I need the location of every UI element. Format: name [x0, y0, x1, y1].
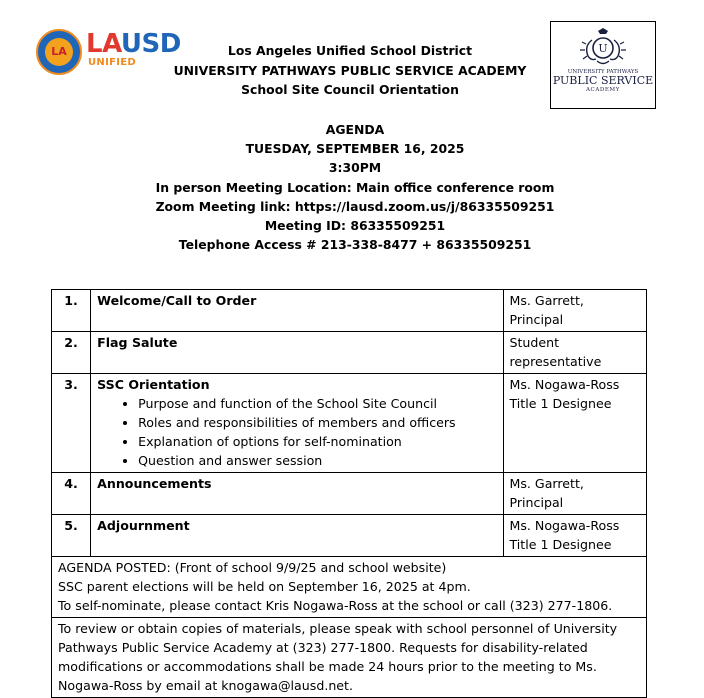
table-row: [52, 473, 647, 515]
list-item: • Roles and responsibilities of members and officers: [138, 413, 496, 432]
table-row: [52, 374, 647, 473]
academy-crest-icon: [580, 28, 626, 68]
school-name: UNIVERSITY PATHWAYS PUBLIC SERVICE ACADEMY: [173, 62, 527, 78]
item-title: Adjournment: [91, 515, 503, 557]
lausd-unified-text: UNIFIED: [88, 57, 136, 68]
presenter-line: Ms. Garrett, Principal: [509, 293, 584, 327]
lausd-wordmark-la: LA: [86, 29, 121, 59]
zoom-link[interactable]: Zoom Meeting link: https://lausd.zoom.us/j/86335509251: [155, 198, 555, 214]
list-item: • Question and answer session: [138, 451, 496, 470]
agenda-table: [51, 289, 647, 698]
table-row: [52, 332, 647, 374]
meeting-time: 3:30PM: [328, 160, 382, 176]
item-presenter: [503, 290, 647, 332]
presenter-line: Student: [509, 335, 560, 350]
item-presenter: [503, 515, 647, 557]
academy-logo-line-1: UNIVERSITY PATHWAYS: [567, 69, 639, 75]
item-title: Welcome/Call to Order: [91, 290, 503, 332]
presenter-line: Title 1 Designee: [509, 537, 612, 552]
table-row: [52, 290, 647, 332]
presenter-line: Ms. Nogawa-Ross: [509, 377, 620, 392]
meeting-id: Meeting ID: 86335509251: [264, 218, 446, 234]
table-row: [52, 515, 647, 557]
presenter-line: Title 1 Designee: [509, 396, 612, 411]
telephone-access: Telephone Access # 213-338-8477 + 86335509251: [178, 237, 532, 253]
list-item: • Purpose and function of the School Site Council: [138, 394, 496, 413]
access-notes: [52, 618, 647, 698]
academy-logo: [550, 21, 656, 109]
item-bullet-list: [97, 394, 496, 470]
item-title: Flag Salute: [91, 332, 503, 374]
item-number: 2.: [52, 332, 91, 374]
event-title: School Site Council Orientation: [241, 82, 459, 97]
item-body: [91, 374, 503, 473]
note-line: modifications or accommodations shall be made 24 hours prior to the meeting to Ms.: [58, 659, 597, 674]
agenda-title: AGENDA: [325, 122, 385, 137]
lausd-wordmark-usd: USD: [120, 29, 181, 59]
academy-logo-line-3: ACADEMY: [585, 87, 621, 93]
note-line: Pathways Public Service Academy at (323) 277-1800. Requests for disability-related: [58, 640, 588, 655]
presenter-line: Ms. Garrett, Principal: [509, 476, 584, 510]
item-presenter: [503, 374, 647, 473]
note-line: Nogawa-Ross by email at knogawa@lausd.net.: [58, 678, 353, 693]
presenter-line: representative: [509, 354, 602, 369]
item-title: Announcements: [91, 473, 503, 515]
item-number: 4.: [52, 473, 91, 515]
item-presenter: [503, 332, 647, 374]
list-item: • Explanation of options for self-nomination: [138, 432, 496, 451]
posted-notes: [52, 557, 647, 618]
item-number: 3.: [52, 374, 91, 473]
item-number: 5.: [52, 515, 91, 557]
lausd-emblem-icon: [36, 29, 82, 75]
note-line: AGENDA POSTED: (Front of school 9/9/25 and school website): [58, 560, 447, 575]
document-header: [160, 41, 540, 100]
meeting-date: TUESDAY, SEPTEMBER 16, 2025: [245, 141, 465, 157]
district-name: Los Angeles Unified School District: [227, 43, 473, 58]
access-notes-row: [52, 618, 647, 698]
presenter-line: Ms. Nogawa-Ross: [509, 518, 620, 533]
item-title: SSC Orientation: [97, 377, 210, 392]
note-line: SSC parent elections will be held on September 16, 2025 at 4pm.: [58, 579, 471, 594]
meeting-info: [100, 120, 610, 254]
item-number: 1.: [52, 290, 91, 332]
lausd-emblem-text: LA: [45, 38, 73, 66]
svg-text:U: U: [598, 42, 608, 55]
note-line: To review or obtain copies of materials, please speak with school personnel of University: [58, 621, 618, 636]
item-presenter: [503, 473, 647, 515]
meeting-location: In person Meeting Location: Main office conference room: [155, 179, 555, 195]
academy-logo-line-2: PUBLIC SERVICE: [552, 74, 654, 87]
posted-notes-row: [52, 557, 647, 618]
note-line: To self-nominate, please contact Kris Nogawa-Ross at the school or call (323) 277-1806.: [58, 598, 613, 613]
